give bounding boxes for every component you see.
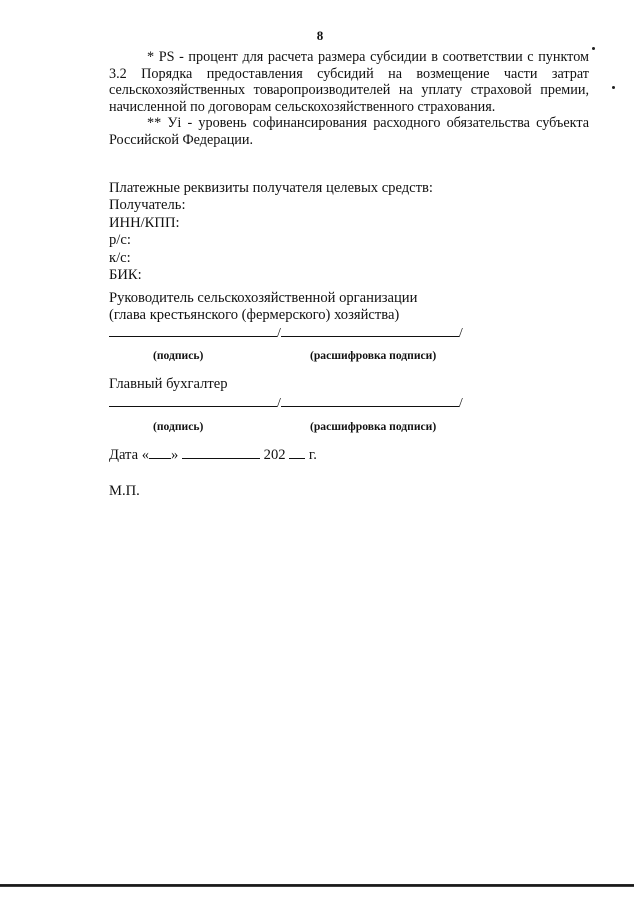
year-prefix: 202 [263,447,286,463]
stamp-place: М.П. [109,483,140,499]
day-blank [149,446,171,459]
scan-mark [592,47,595,50]
head-decoding-blank [281,324,459,337]
head-caption-signature: (подпись) [153,349,204,362]
head-signature-blank [109,324,277,337]
bottom-rule [0,884,634,887]
month-blank [182,446,260,459]
accountant-signature-separator: / [277,396,281,411]
date-line [109,446,317,464]
account-field: р/с: [109,232,131,249]
head-title-line2: (глава крестьянского (фермерского) хозяйства) [109,307,400,324]
head-signature-separator: / [277,326,281,341]
footnotes [109,49,589,149]
accountant-decoding-blank [281,394,459,407]
year-blank [289,446,305,459]
head-title-line1: Руководитель сельскохозяйственной организации [109,290,418,306]
accountant-caption-signature: (подпись) [153,420,204,433]
head-signature-title [109,290,417,325]
scan-mark [612,86,615,89]
accountant-signature-blank [109,394,277,407]
year-suffix: г. [308,447,317,463]
corr-account-field: к/с: [109,249,131,266]
accountant-signature-line [109,394,463,412]
requisites-heading: Платежные реквизиты получателя целевых средств: [109,180,433,196]
payment-requisites [109,180,433,284]
date-close-quote: » [171,447,179,463]
inn-kpp-field: ИНН/КПП: [109,214,180,231]
head-caption-decoding: (расшифровка подписи) [310,349,437,362]
head-signature-end: / [458,326,463,341]
date-label: Дата « [109,447,150,463]
page-number: 8 [316,28,324,43]
head-signature-line [109,324,463,342]
recipient-field: Получатель: [109,197,186,214]
footnote-yi: ** Уi - уровень софинансирования расходного обязательства субъекта Российской Федерации. [109,115,589,148]
accountant-title: Главный бухгалтер [109,376,228,392]
footnote-ps: * PS - процент для расчета размера субсидии в соответствии с пунктом 3.2 Порядка предоставления субсидий на возмещение части затрат сельскохозяйственных товаропроизводителей на уплату страховой премии, начисленной по договорам сельскохозяйственного страхования. [109,49,589,115]
bik-field: БИК: [109,267,142,284]
accountant-caption-decoding: (расшифровка подписи) [310,420,437,433]
accountant-signature-end: / [458,396,463,411]
